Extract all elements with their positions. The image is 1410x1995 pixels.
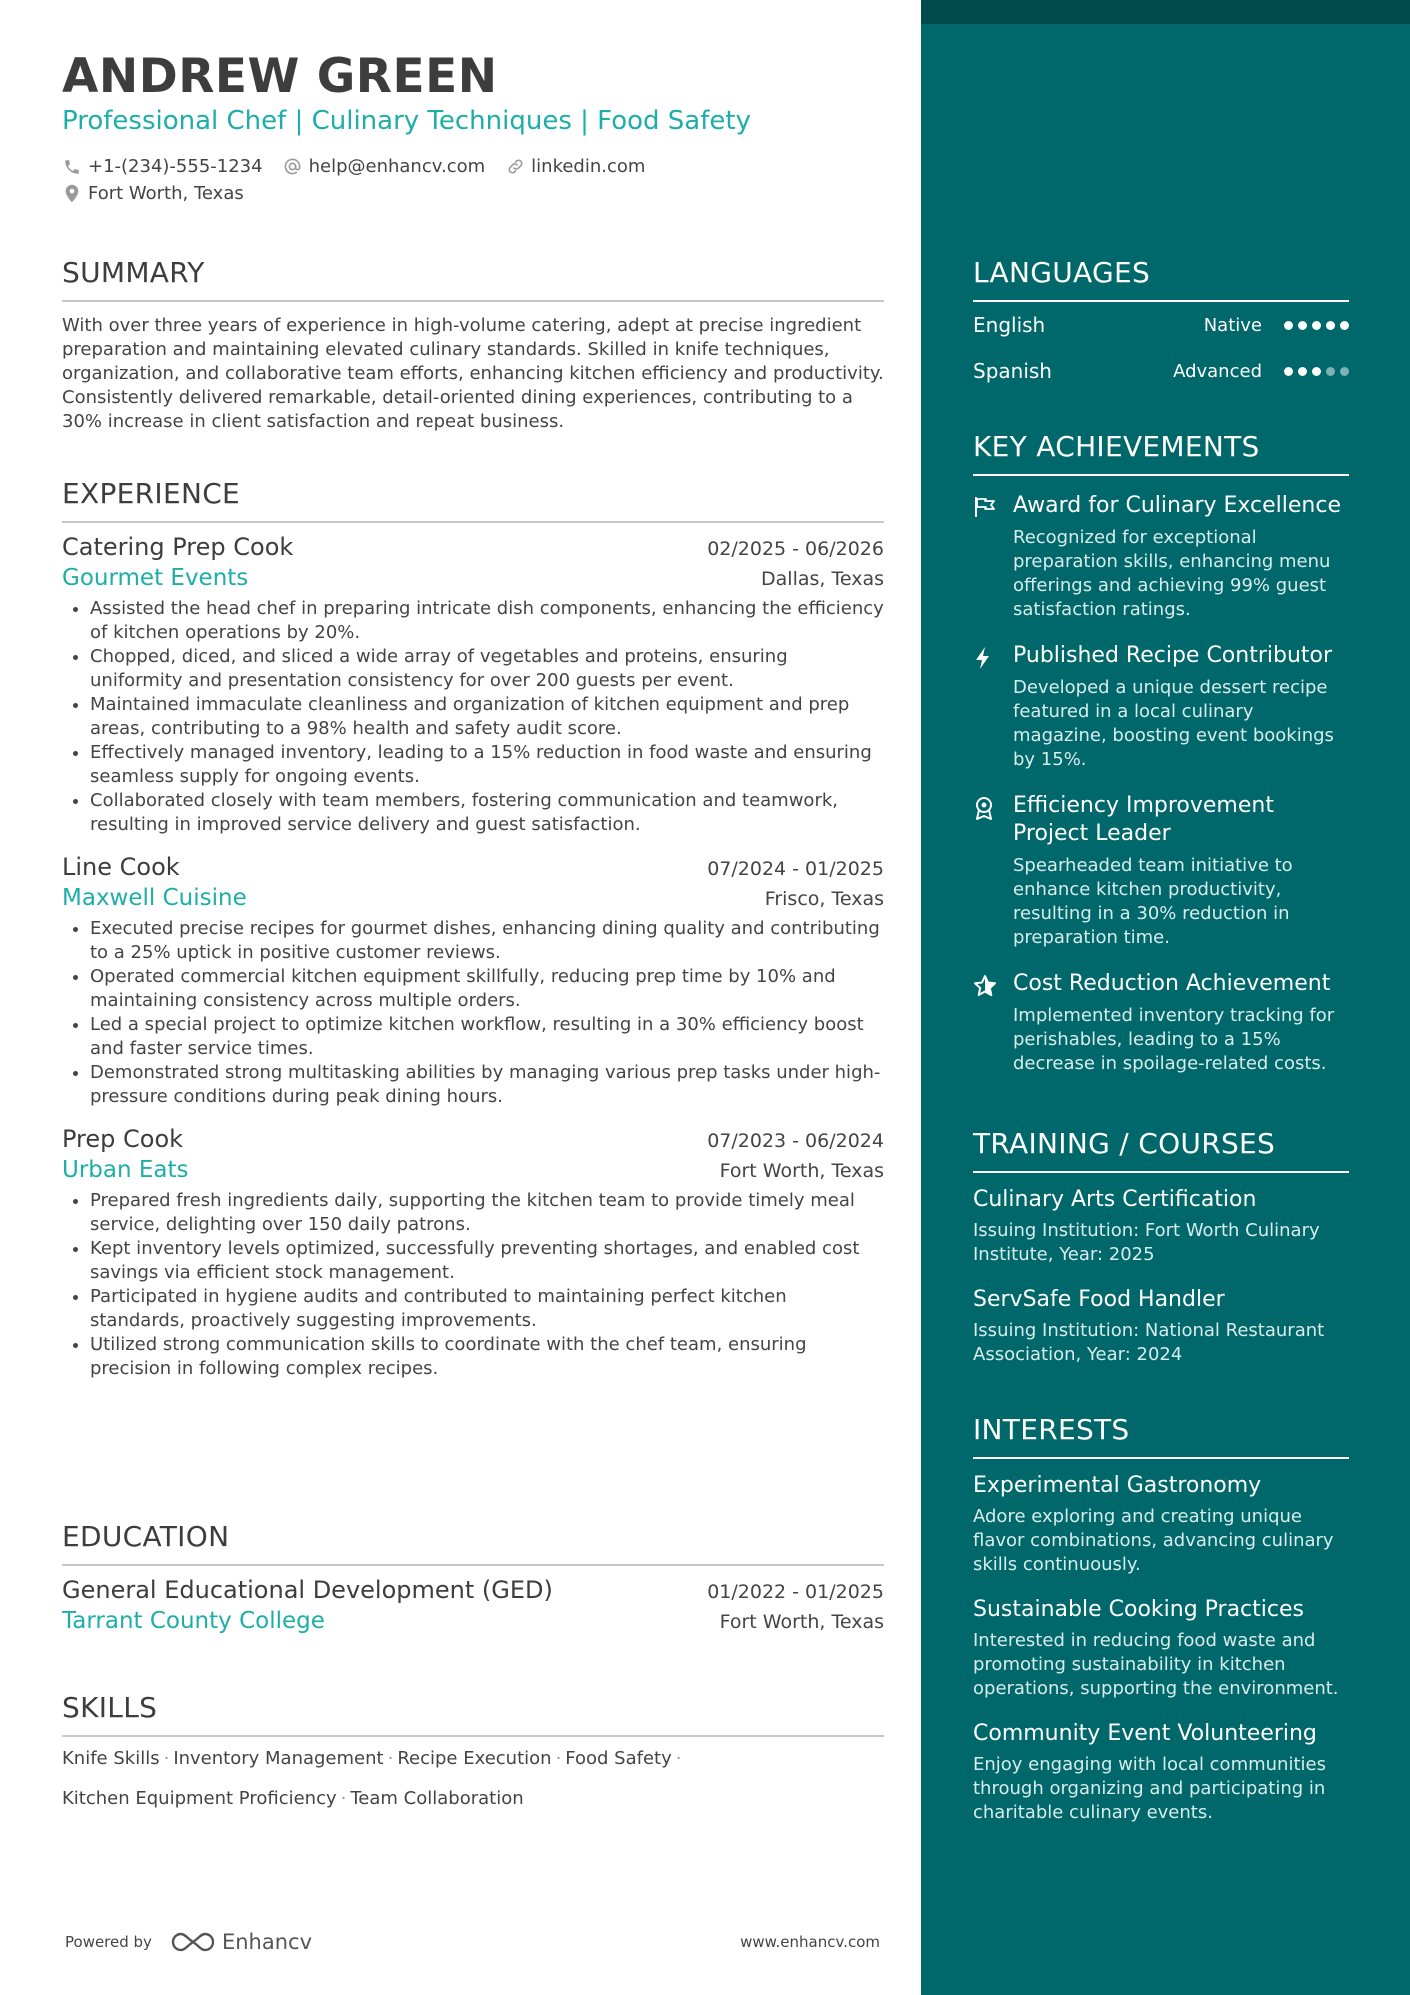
list-item: • Kept inventory levels optimized, successfully preventing shortages, and enabled cost savings via efficient stock management. — [90, 1237, 884, 1285]
job-company: Maxwell Cuisine — [62, 885, 247, 911]
education-dates: 01/2022 - 01/2025 — [707, 1581, 884, 1603]
training-section — [973, 1127, 1349, 1367]
list-item: • Executed precise recipes for gourmet dishes, enhancing dining quality and contributing to a 25% uptick in positive customer reviews. — [90, 917, 884, 965]
achievement-desc: Developed a unique dessert recipe featured in a local culinary magazine, boosting event bookings by 15%. — [1013, 677, 1334, 770]
language-row — [973, 308, 1349, 342]
list-item: • Operated commercial kitchen equipment skillfully, reducing prep time by 10% and maintaining consistency across multiple orders. — [90, 965, 884, 1013]
footer-url[interactable]: www.enhancv.com — [740, 1933, 880, 1951]
achievement-title: Award for Culinary Excellence — [1013, 493, 1342, 518]
language-name: Spanish — [973, 359, 1052, 383]
interest-desc: Interested in reducing food waste and promoting sustainability in kitchen operations, supporting the environment. — [973, 1630, 1339, 1699]
interest-title: Community Event Volunteering — [973, 1721, 1317, 1746]
rating-dot-filled — [1326, 321, 1335, 330]
skill-tag: Knife Skills — [62, 1748, 160, 1769]
rating-dot-empty — [1340, 367, 1349, 376]
lightning-icon — [973, 642, 1013, 772]
job-location: Frisco, Texas — [764, 888, 884, 910]
achievement-title: Cost Reduction Achievement — [1013, 971, 1331, 996]
education-location: Fort Worth, Texas — [719, 1611, 884, 1633]
experience-title: EXPERIENCE — [62, 477, 884, 523]
phone-icon — [62, 157, 82, 177]
summary-text: With over three years of experience in high-volume catering, adept at precise ingredient preparation and maintaining elevated culinary standards. Skilled in knife techniques, organization, and collaborative team efforts, enhancing kitchen efficiency and productivity. Consistently delivered remarkable, detail-oriented dining experiences, contributing to a 30% increase in client satisfaction and repeat business. — [62, 315, 884, 432]
achievements-title: KEY ACHIEVEMENTS — [973, 430, 1349, 476]
training-title: TRAINING / COURSES — [973, 1127, 1349, 1173]
achievement-desc: Implemented inventory tracking for perishables, leading to a 15% decrease in spoilage-related costs. — [1013, 1005, 1335, 1074]
achievement-item — [973, 970, 1349, 1076]
job-dates: 02/2025 - 06/2026 — [707, 538, 884, 560]
interest-desc: Adore exploring and creating unique flavor combinations, advancing culinary skills continuously. — [973, 1506, 1334, 1575]
interests-section — [973, 1413, 1349, 1825]
job-company: Gourmet Events — [62, 565, 249, 591]
skills-line-1: Knife Skills · Inventory Management · Recipe Execution · Food Safety · — [62, 1748, 682, 1769]
footer — [65, 1930, 880, 1954]
job-dates: 07/2024 - 01/2025 — [707, 858, 884, 880]
language-name: English — [973, 313, 1046, 337]
job-bullets — [62, 597, 884, 837]
interest-title: Sustainable Cooking Practices — [973, 1597, 1304, 1622]
job-title: Catering Prep Cook — [62, 533, 294, 561]
education-title: EDUCATION — [62, 1520, 884, 1566]
achievement-item — [973, 792, 1349, 950]
skill-tag: Kitchen Equipment Proficiency — [62, 1788, 337, 1809]
link-icon — [505, 157, 525, 177]
language-rating — [1284, 321, 1349, 330]
language-rating — [1284, 367, 1349, 376]
job-bullets — [62, 1189, 884, 1381]
skills-title: SKILLS — [62, 1691, 884, 1737]
job-title: Prep Cook — [62, 1125, 184, 1153]
skills-line-2: Kitchen Equipment Proficiency · Team Collaboration — [62, 1788, 524, 1809]
location-text: Fort Worth, Texas — [88, 183, 244, 204]
job-bullets — [62, 917, 884, 1109]
education-section — [62, 1520, 884, 1636]
summary-section — [62, 256, 884, 434]
achievement-desc: Spearheaded team initiative to enhance kitchen productivity, resulting in a 30% reduction in preparation time. — [1013, 855, 1293, 948]
list-item: • Maintained immaculate cleanliness and organization of kitchen equipment and prep areas, contributing to a 98% health and safety audit score. — [90, 693, 884, 741]
phone-text: +1-(234)-555-1234 — [88, 156, 263, 177]
job-dates: 07/2023 - 06/2024 — [707, 1130, 884, 1152]
contact-phone[interactable] — [62, 153, 263, 180]
job-title: Line Cook — [62, 853, 180, 881]
experience-section — [62, 477, 884, 1381]
course-title: Culinary Arts Certification — [973, 1187, 1257, 1212]
rating-dot-filled — [1298, 321, 1307, 330]
rating-dot-filled — [1312, 367, 1321, 376]
list-item: • Assisted the head chef in preparing intricate dish components, enhancing the efficiency of kitchen operations by 20%. — [90, 597, 884, 645]
list-item: • Participated in hygiene audits and contributed to maintaining perfect kitchen standards, proactively suggesting improvements. — [90, 1285, 884, 1333]
skill-tag: Food Safety — [565, 1748, 672, 1769]
achievement-desc: Recognized for exceptional preparation skills, enhancing menu offerings and achieving 99% guest satisfaction ratings. — [1013, 527, 1331, 620]
achievement-title: Efficiency Improvement Project Leader — [1013, 793, 1274, 846]
achievement-title: Published Recipe Contributor — [1013, 643, 1333, 668]
list-item: • Collaborated closely with team members, fostering communication and teamwork, resulting in improved service delivery and guest satisfaction. — [90, 789, 884, 837]
rating-dot-filled — [1312, 321, 1321, 330]
job-entry — [62, 851, 884, 1109]
sidebar-top-strip — [921, 0, 1410, 24]
course-item — [973, 1185, 1349, 1267]
linkedin-text: linkedin.com — [531, 156, 646, 177]
list-item: • Prepared fresh ingredients daily, supporting the kitchen team to provide timely meal service, delighting over 150 daily patrons. — [90, 1189, 884, 1237]
rating-dot-filled — [1298, 367, 1307, 376]
powered-by-label: Powered by — [65, 1933, 152, 1951]
enhancv-brand: Enhancv — [221, 1930, 312, 1954]
interest-item — [973, 1471, 1349, 1577]
skills-section — [62, 1691, 884, 1819]
language-level: Advanced — [1173, 360, 1262, 382]
job-entry — [62, 1123, 884, 1381]
email-text: help@enhancv.com — [308, 156, 486, 177]
rating-dot-filled — [1284, 321, 1293, 330]
course-desc: Issuing Institution: National Restaurant Association, Year: 2024 — [973, 1320, 1325, 1365]
interests-title: INTERESTS — [973, 1413, 1349, 1459]
location-pin-icon — [62, 184, 82, 204]
achievement-item — [973, 642, 1349, 772]
list-item: • Demonstrated strong multitasking abilities by managing various prep tasks under high-pressure conditions during peak dining hours. — [90, 1061, 884, 1109]
language-row — [973, 354, 1349, 388]
main-column — [62, 49, 884, 1809]
skill-tag: Team Collaboration — [350, 1788, 524, 1809]
headline: Professional Chef | Culinary Techniques | Food Safety — [62, 106, 751, 136]
contact-email[interactable] — [283, 153, 486, 180]
languages-section — [973, 256, 1349, 388]
course-title: ServSafe Food Handler — [973, 1287, 1225, 1312]
rating-dot-filled — [1284, 367, 1293, 376]
flag-icon — [973, 492, 1013, 622]
degree: General Educational Development (GED) — [62, 1576, 553, 1604]
list-item: • Effectively managed inventory, leading to a 15% reduction in food waste and ensuring seamless supply for ongoing events. — [90, 741, 884, 789]
course-desc: Issuing Institution: Fort Worth Culinary Institute, Year: 2025 — [973, 1220, 1320, 1265]
rating-dot-empty — [1326, 367, 1335, 376]
contact-location — [62, 180, 244, 207]
rating-dot-filled — [1340, 321, 1349, 330]
job-entry — [62, 531, 884, 837]
enhancv-logo-icon — [170, 1930, 216, 1954]
skill-tag: Inventory Management — [173, 1748, 384, 1769]
at-icon — [283, 157, 303, 177]
list-item: • Led a special project to optimize kitchen workflow, resulting in a 30% efficiency boost and faster service times. — [90, 1013, 884, 1061]
interest-title: Experimental Gastronomy — [973, 1473, 1262, 1498]
list-item: • Chopped, diced, and sliced a wide array of vegetables and proteins, ensuring uniformity and presentation consistency for over 200 guests per event. — [90, 645, 884, 693]
job-location: Dallas, Texas — [761, 568, 884, 590]
languages-title: LANGUAGES — [973, 256, 1349, 302]
interest-desc: Enjoy engaging with local communities through organizing and participating in charitable culinary events. — [973, 1754, 1326, 1823]
contact-linkedin[interactable] — [505, 153, 645, 180]
school: Tarrant County College — [62, 1608, 325, 1634]
medal-icon — [973, 792, 1013, 950]
list-item: • Utilized strong communication skills to coordinate with the chef team, ensuring precision in following complex recipes. — [90, 1333, 884, 1381]
star-icon — [973, 970, 1013, 1076]
language-level: Native — [1203, 314, 1262, 336]
enhancv-logo[interactable] — [170, 1930, 312, 1954]
achievements-section — [973, 430, 1349, 1076]
interest-item — [973, 1719, 1349, 1825]
contact-info — [62, 153, 884, 207]
interest-item — [973, 1595, 1349, 1701]
job-location: Fort Worth, Texas — [719, 1160, 884, 1182]
summary-title: SUMMARY — [62, 256, 884, 302]
skill-tag: Recipe Execution — [397, 1748, 552, 1769]
course-item — [973, 1285, 1349, 1367]
candidate-name: ANDREW GREEN — [62, 49, 498, 104]
job-company: Urban Eats — [62, 1157, 189, 1183]
achievement-item — [973, 492, 1349, 622]
